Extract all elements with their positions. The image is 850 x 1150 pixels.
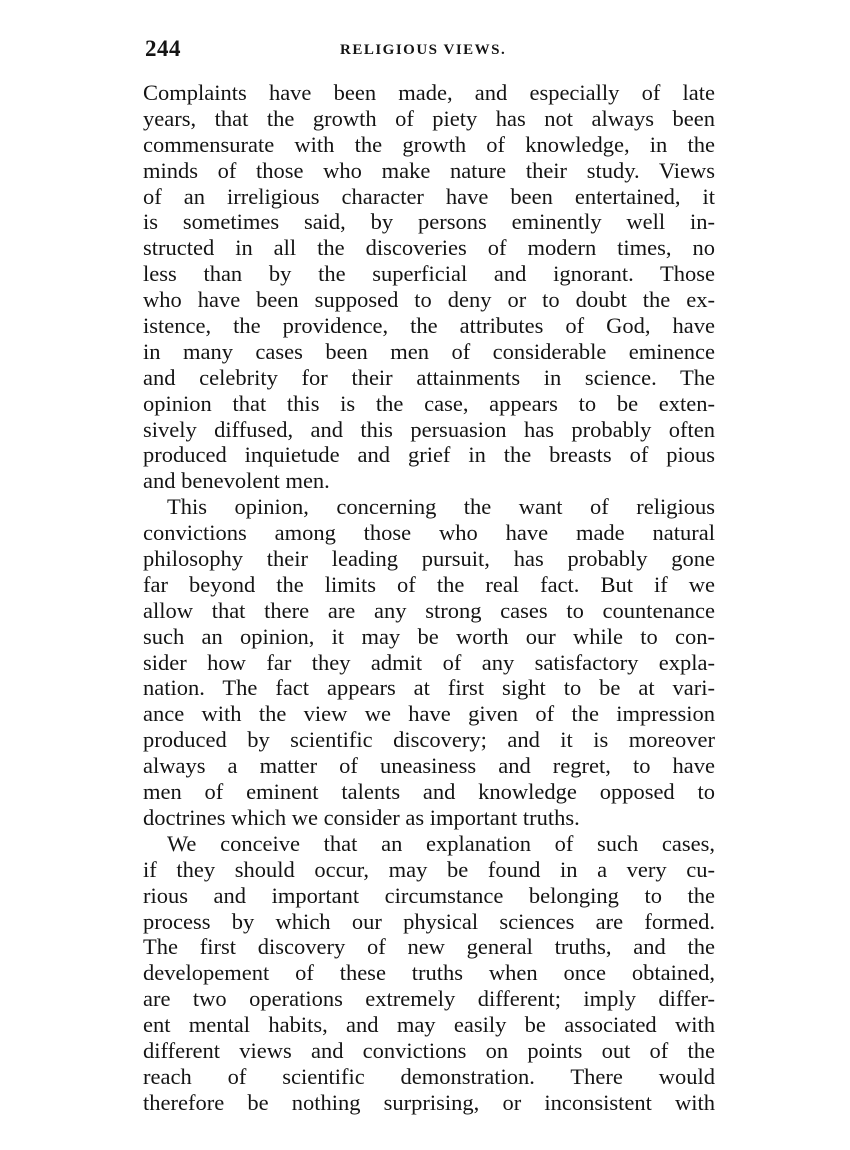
running-head (145, 36, 715, 64)
text-line: convictions among those who have made natural (143, 520, 715, 546)
text-line: and celebrity for their attainments in science. The (143, 364, 715, 390)
text-line: nation. The fact appears at first sight to be at vari- (143, 675, 715, 701)
text-line: produced inquietude and grief in the breasts of pious (143, 442, 715, 468)
text-line: istence, the providence, the attributes of God, have (143, 313, 715, 339)
text-line: minds of those who make nature their study. Views (143, 157, 715, 183)
paragraph-3 (143, 831, 715, 1116)
text-line: such an opinion, it may be worth our while to con- (143, 623, 715, 649)
text-line: of an irreligious character have been entertained, it (143, 183, 715, 209)
text-line: always a matter of uneasiness and regret, to have (143, 753, 715, 779)
text-line: are two operations extremely different; imply differ- (143, 986, 715, 1012)
text-line: sively diffused, and this persuasion has probably often (143, 416, 715, 442)
text-line: if they should occur, may be found in a very cu- (143, 856, 715, 882)
text-line: ance with the view we have given of the impression (143, 701, 715, 727)
text-line: allow that there are any strong cases to countenance (143, 597, 715, 623)
body-text (143, 80, 715, 1116)
running-title: RELIGIOUS VIEWS. (340, 42, 507, 58)
text-line: We conceive that an explanation of such cases, (167, 830, 715, 856)
text-line: doctrines which we consider as important truths. (143, 804, 580, 830)
text-line: sider how far they admit of any satisfactory expla- (143, 649, 715, 675)
text-line: structed in all the discoveries of modern times, no (143, 235, 715, 261)
paragraph-2 (143, 494, 715, 831)
text-line: The first discovery of new general truths, and the (143, 934, 715, 960)
text-line: therefore be nothing surprising, or inconsistent with (143, 1089, 715, 1115)
text-line: less than by the superficial and ignorant. Those (143, 261, 715, 287)
text-line: and benevolent men. (143, 468, 330, 494)
text-line: far beyond the limits of the real fact. But if we (143, 571, 715, 597)
text-line: rious and important circumstance belonging to the (143, 882, 715, 908)
text-line: reach of scientific demonstration. There would (143, 1063, 715, 1089)
text-line: Complaints have been made, and especially of late (143, 80, 715, 105)
text-line: ent mental habits, and may easily be associated with (143, 1012, 715, 1038)
text-line: opinion that this is the case, appears to be exten- (143, 390, 715, 416)
text-line: years, that the growth of piety has not always been (143, 105, 715, 131)
text-line: philosophy their leading pursuit, has probably gone (143, 546, 715, 572)
text-line: men of eminent talents and knowledge opposed to (143, 779, 715, 805)
page-number: 244 (145, 36, 181, 61)
paragraph-1 (143, 80, 715, 494)
text-line: in many cases been men of considerable eminence (143, 338, 715, 364)
text-line: developement of these truths when once obtained, (143, 960, 715, 986)
text-line: commensurate with the growth of knowledge, in the (143, 131, 715, 157)
text-line: is sometimes said, by persons eminently well in- (143, 209, 715, 235)
text-line: different views and convictions on points out of the (143, 1037, 715, 1063)
text-line: process by which our physical sciences are formed. (143, 908, 715, 934)
text-line: produced by scientific discovery; and it is moreover (143, 727, 715, 753)
text-line: who have been supposed to deny or to doubt the ex- (143, 287, 715, 313)
text-line: This opinion, concerning the want of religious (167, 494, 715, 520)
